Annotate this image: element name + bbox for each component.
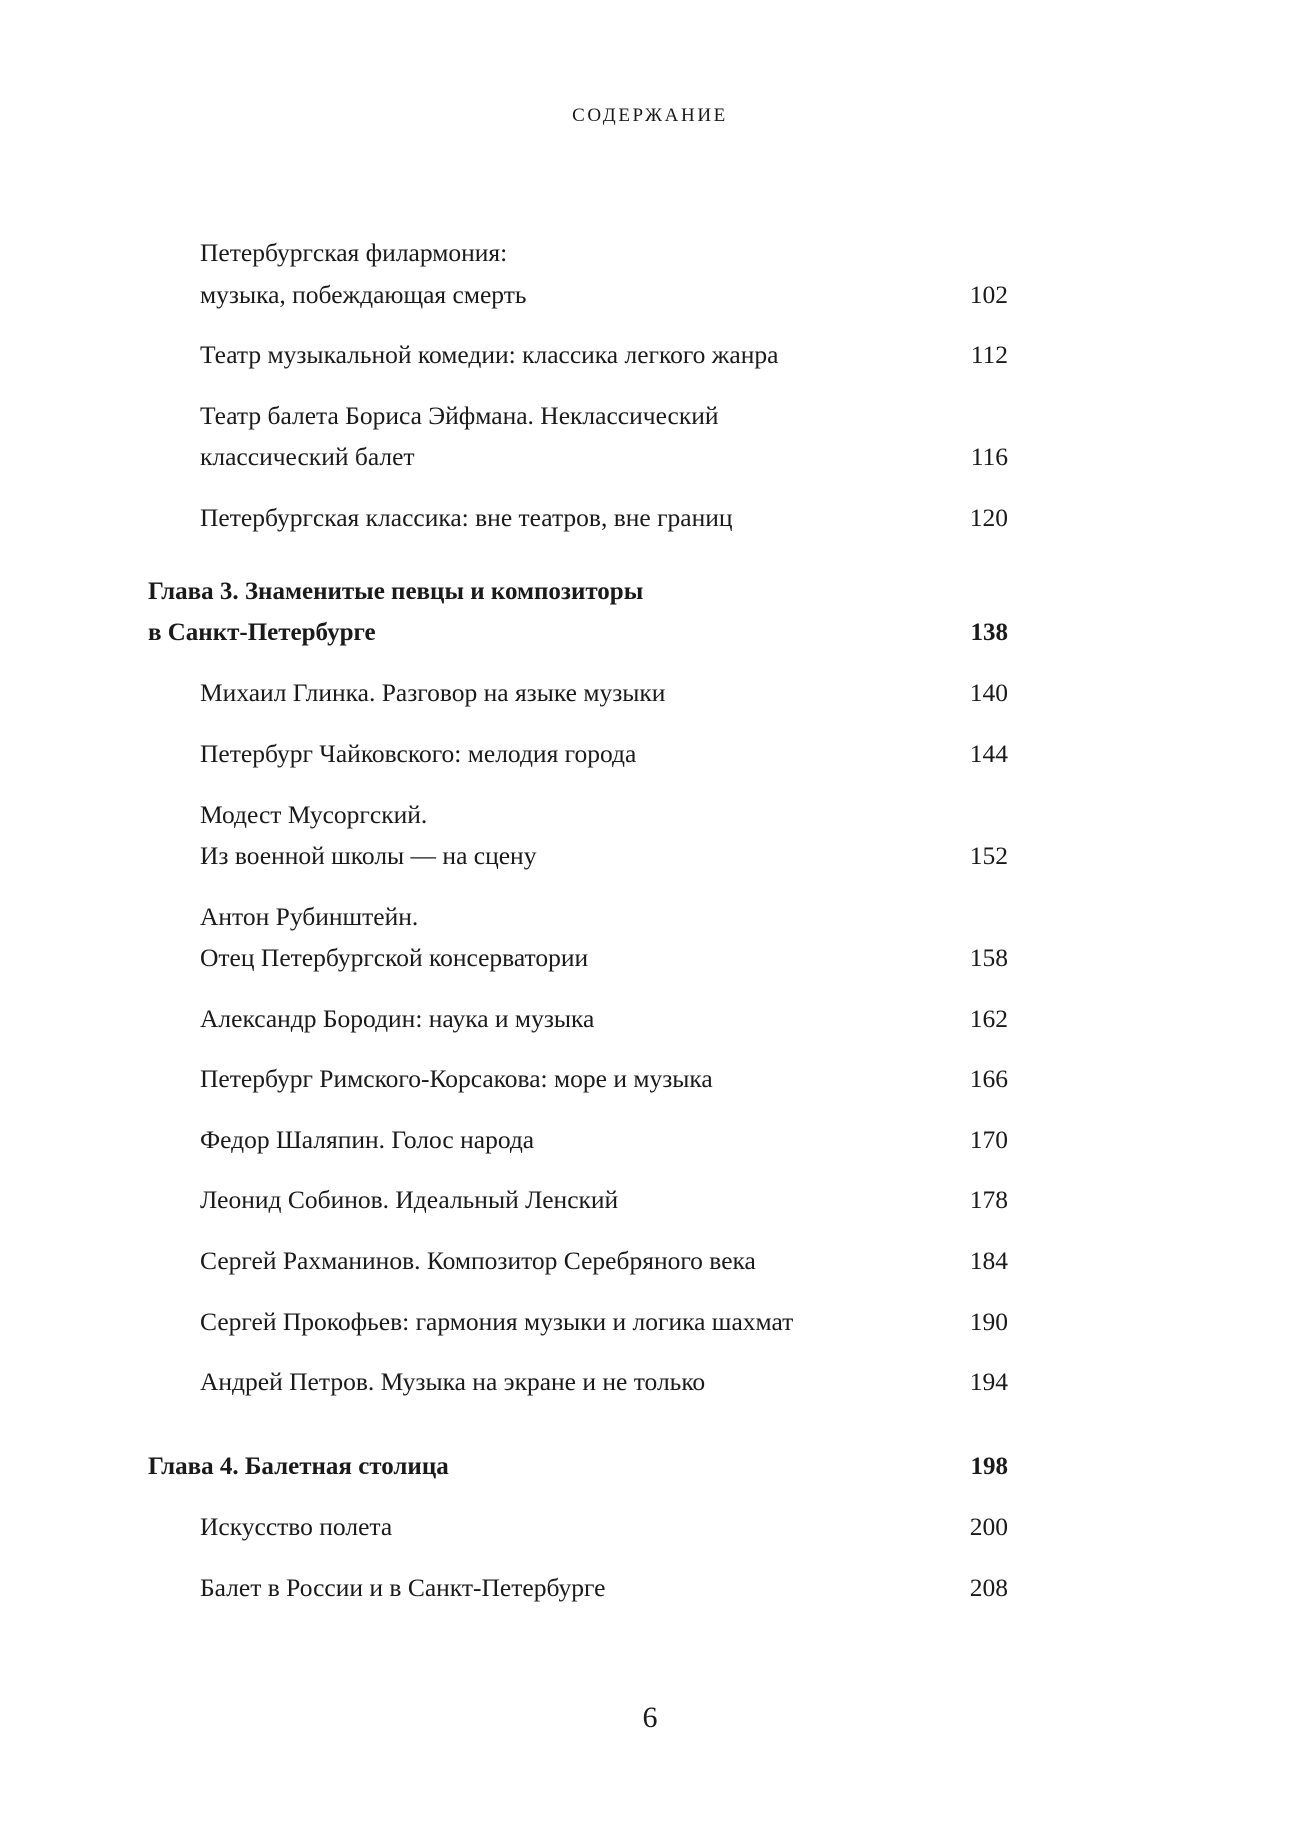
toc-entry-page-number: 152 (969, 841, 1008, 871)
toc-entry-title (148, 1179, 618, 1221)
toc-entry-title-line: Из военной школы — на сцену (200, 841, 537, 871)
toc-entry[interactable] (148, 497, 1008, 539)
toc-entry[interactable] (148, 1119, 1008, 1161)
toc-entry-page-number: 116 (970, 442, 1008, 472)
toc-entry[interactable] (148, 1301, 1008, 1343)
toc-entry-page-number: 138 (970, 618, 1008, 646)
toc-entry[interactable] (148, 1506, 1008, 1548)
toc-entry-page-number: 184 (969, 1246, 1008, 1275)
toc-entry[interactable] (148, 998, 1008, 1040)
toc-entry-page-number: 140 (969, 678, 1008, 708)
toc-entry-title (148, 1119, 534, 1161)
toc-entry[interactable] (148, 1567, 1008, 1609)
toc-entry[interactable] (148, 1240, 1008, 1282)
toc-entry-title (148, 572, 643, 653)
toc-chapter-entry[interactable] (148, 1447, 1008, 1488)
toc-entry-title-line: Петербург Чайковского: мелодия города (200, 738, 637, 768)
page-number-folio: 6 (642, 1701, 658, 1734)
toc-entry-title (148, 672, 665, 714)
toc-entry-page-number: 208 (969, 1572, 1008, 1602)
toc-entry-title-line: Петербургская классика: вне театров, вне границ (200, 502, 733, 532)
toc-entry-title (148, 1506, 392, 1548)
toc-entry-title-line: Сергей Рахманинов. Композитор Серебряного века (200, 1246, 756, 1275)
toc-entry-title (148, 1301, 793, 1343)
toc-entry-page-number: 198 (970, 1452, 1008, 1480)
toc-entry-title-line: Балет в России и в Санкт-Петербурге (200, 1572, 606, 1602)
toc-entry-title-line: Глава 4. Балетная столица (148, 1452, 449, 1480)
toc-entry-title (148, 497, 733, 539)
toc-entry-title (148, 998, 594, 1040)
toc-entry[interactable] (148, 232, 1008, 315)
toc-entry-page-number: 102 (969, 279, 1008, 309)
toc-entry-title (148, 232, 527, 315)
toc-entry-page-number: 190 (969, 1306, 1008, 1336)
toc-entry-title-line: Театр балета Бориса Эйфмана. Неклассический (200, 400, 719, 430)
toc-entry-title-line: Отец Петербургской консерватории (200, 943, 589, 973)
toc-entry[interactable] (148, 672, 1008, 714)
toc-entry-page-number: 178 (969, 1185, 1008, 1215)
toc-entry-title-line: Александр Бородин: наука и музыка (200, 1003, 595, 1033)
toc-entry-title (148, 1240, 756, 1282)
toc-entry-page-number: 194 (969, 1367, 1008, 1397)
toc-entry[interactable] (148, 1179, 1008, 1221)
toc-entry-title-line: Модест Мусоргский. (200, 799, 428, 829)
toc-entry-title (148, 1058, 713, 1100)
toc-entry[interactable] (148, 794, 1008, 877)
toc-entry-title-line: Антон Рубинштейн. (200, 901, 419, 931)
toc-entry-title-line: в Санкт-Петербурге (148, 618, 376, 646)
toc-entry-title-line: Андрей Петров. Музыка на экране и не только (200, 1367, 706, 1397)
toc-entry-title-line: Леонид Собинов. Идеальный Ленский (200, 1185, 619, 1215)
toc-entry-title-line: Глава 3. Знаменитые певцы и композиторы (148, 578, 644, 606)
toc-entry-title (148, 395, 719, 478)
toc-entry-title-line: Сергей Прокофьев: гармония музыки и логика шахмат (200, 1306, 794, 1336)
toc-entry-page-number: 120 (969, 502, 1008, 532)
toc-entry-page-number: 170 (969, 1124, 1008, 1154)
table-of-contents (148, 232, 1008, 1608)
toc-entry-title (148, 1447, 449, 1488)
toc-entry-title (148, 1361, 705, 1403)
toc-entry-title-line: Театр музыкальной комедии: классика легкого жанра (200, 340, 779, 370)
toc-entry[interactable] (148, 1361, 1008, 1403)
toc-entry[interactable] (148, 395, 1008, 478)
toc-entry-page-number: 166 (969, 1064, 1008, 1094)
toc-entry-title-line: Федор Шаляпин. Голос народа (200, 1124, 535, 1154)
toc-chapter-entry[interactable] (148, 572, 1008, 653)
toc-entry-title (148, 794, 536, 877)
toc-entry-title-line: Михаил Глинка. Разговор на языке музыки (200, 678, 666, 708)
toc-entry-title (148, 896, 588, 979)
toc-entry-title-line: музыка, побеждающая смерть (200, 279, 527, 309)
running-head: СОДЕРЖАНИЕ (572, 105, 728, 126)
toc-entry[interactable] (148, 896, 1008, 979)
toc-entry-page-number: 144 (969, 738, 1008, 768)
toc-entry-title (148, 1567, 605, 1609)
toc-entry-page-number: 158 (969, 943, 1008, 973)
toc-entry-title (148, 733, 636, 775)
toc-entry-title-line: Искусство полета (200, 1512, 393, 1542)
toc-entry[interactable] (148, 1058, 1008, 1100)
toc-entry[interactable] (148, 334, 1008, 376)
toc-entry-title-line: Петербург Римского-Корсакова: море и музыка (200, 1064, 713, 1094)
toc-entry-page-number: 200 (969, 1512, 1008, 1542)
toc-entry-title (148, 334, 778, 376)
toc-entry[interactable] (148, 733, 1008, 775)
toc-entry-title-line: Петербургская филармония: (200, 238, 508, 267)
toc-entry-title-line: классический балет (200, 442, 415, 472)
toc-entry-page-number: 162 (969, 1003, 1008, 1033)
toc-entry-page-number: 112 (970, 340, 1008, 370)
